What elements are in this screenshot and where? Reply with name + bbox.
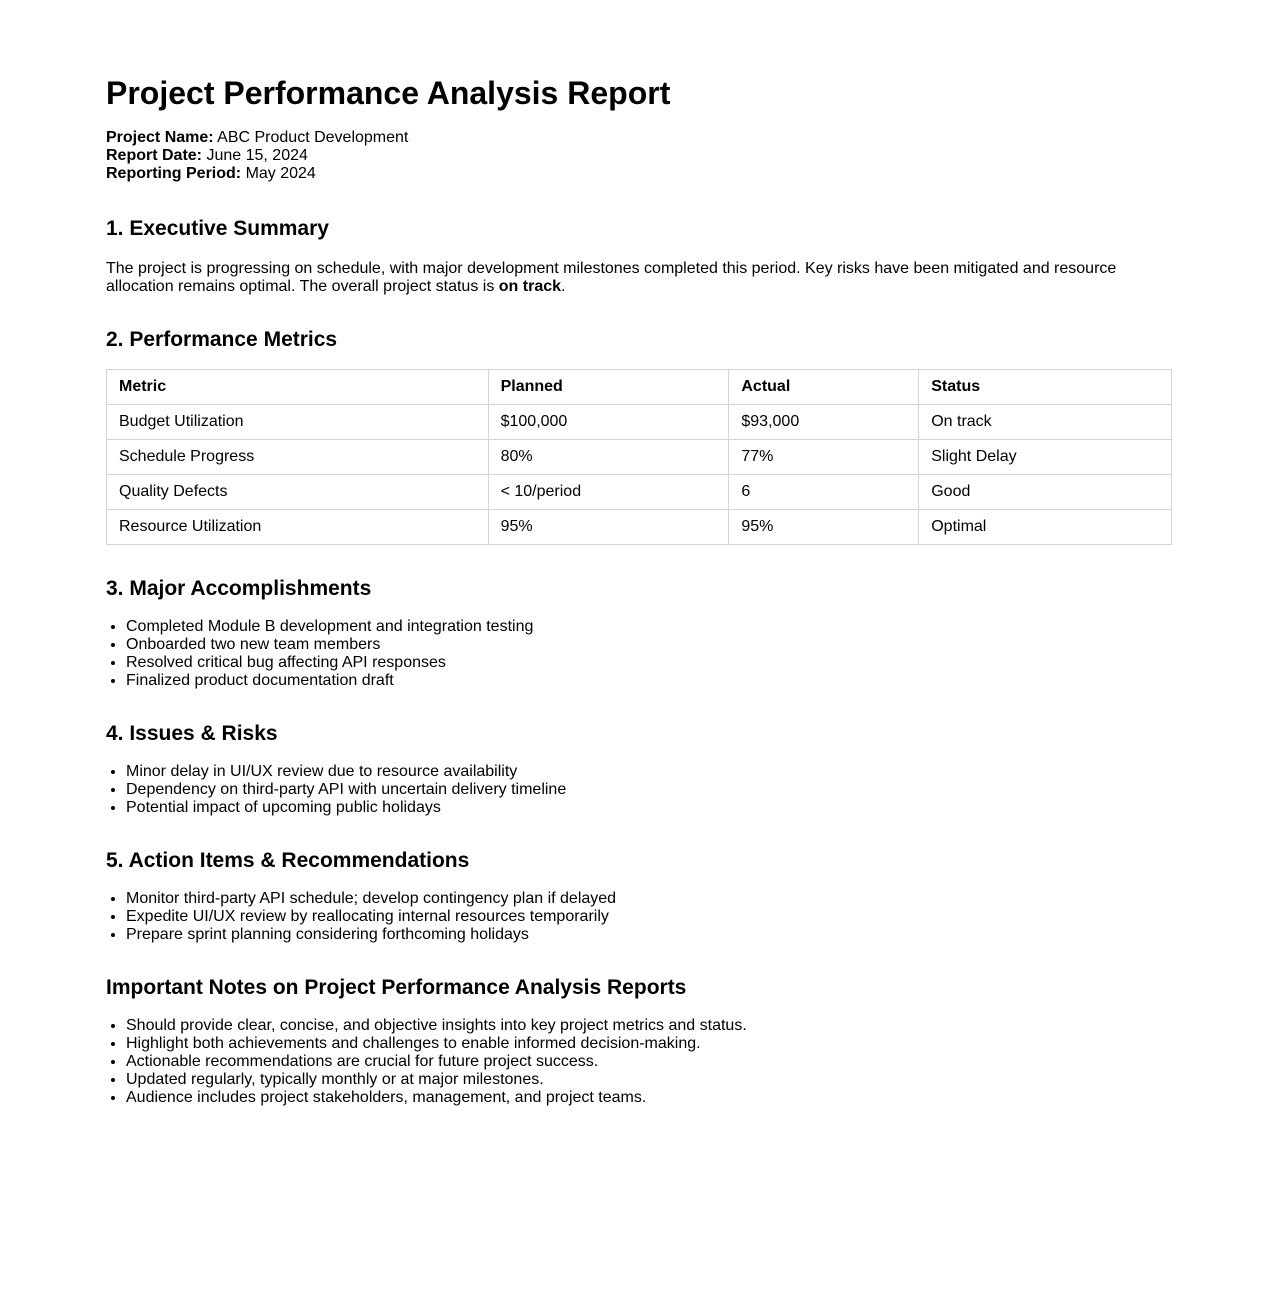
actual-cell: 95% bbox=[729, 510, 919, 545]
important-notes-heading: Important Notes on Project Performance Analysis Reports bbox=[106, 976, 687, 999]
planned-cell: 95% bbox=[488, 510, 729, 545]
list-item: • Should provide clear, concise, and objective insights into key project metrics and status. bbox=[126, 1017, 1172, 1035]
list-item: • Resolved critical bug affecting API responses bbox=[126, 654, 1172, 672]
table-row bbox=[107, 440, 1172, 475]
meta-reporting-period bbox=[106, 165, 1172, 183]
important-notes-list bbox=[106, 1017, 1172, 1107]
list-item: • Audience includes project stakeholders, management, and project teams. bbox=[126, 1089, 1172, 1107]
project-name-value: ABC Product Development bbox=[217, 129, 409, 146]
reporting-period-label: Reporting Period: bbox=[106, 165, 242, 182]
status-cell: On track bbox=[919, 405, 1172, 440]
list-item: • Finalized product documentation draft bbox=[126, 672, 1172, 690]
report-date-label: Report Date: bbox=[106, 147, 203, 164]
list-item: • Potential impact of upcoming public holidays bbox=[126, 799, 1172, 817]
column-header: Metric bbox=[107, 370, 489, 405]
column-header: Actual bbox=[729, 370, 919, 405]
executive-summary-section bbox=[106, 217, 1172, 296]
metric-cell: Quality Defects bbox=[107, 475, 489, 510]
report-date-value: June 15, 2024 bbox=[206, 147, 308, 164]
issues-risks-section bbox=[106, 722, 1172, 817]
column-header: Status bbox=[919, 370, 1172, 405]
summary-text-end: . bbox=[561, 278, 566, 295]
issues-list bbox=[106, 763, 1172, 817]
list-item: • Expedite UI/UX review by reallocating internal resources temporarily bbox=[126, 908, 1172, 926]
list-item: • Actionable recommendations are crucial for future project success. bbox=[126, 1053, 1172, 1071]
list-item: • Completed Module B development and integration testing bbox=[126, 618, 1172, 636]
performance-metrics-heading: 2. Performance Metrics bbox=[106, 328, 338, 351]
executive-summary-text bbox=[106, 260, 1146, 296]
list-item: • Minor delay in UI/UX review due to resource availability bbox=[126, 763, 1172, 781]
planned-cell: 80% bbox=[488, 440, 729, 475]
table-row bbox=[107, 405, 1172, 440]
metrics-header-row bbox=[107, 370, 1172, 405]
accomplishments-heading: 3. Major Accomplishments bbox=[106, 577, 372, 600]
list-item: • Highlight both achievements and challenges to enable informed decision-making. bbox=[126, 1035, 1172, 1053]
metric-cell: Budget Utilization bbox=[107, 405, 489, 440]
table-row bbox=[107, 510, 1172, 545]
action-items-list bbox=[106, 890, 1172, 944]
meta-project-name bbox=[106, 129, 1172, 147]
list-item: • Monitor third-party API schedule; develop contingency plan if delayed bbox=[126, 890, 1172, 908]
page-title: Project Performance Analysis Report bbox=[106, 75, 671, 111]
planned-cell: < 10/period bbox=[488, 475, 729, 510]
table-row bbox=[107, 475, 1172, 510]
metrics-table bbox=[106, 369, 1172, 545]
project-name-label: Project Name: bbox=[106, 129, 214, 146]
report-meta bbox=[106, 129, 1172, 183]
status-cell: Good bbox=[919, 475, 1172, 510]
status-cell: Optimal bbox=[919, 510, 1172, 545]
reporting-period-value: May 2024 bbox=[245, 165, 316, 182]
list-item: • Onboarded two new team members bbox=[126, 636, 1172, 654]
actual-cell: 6 bbox=[729, 475, 919, 510]
list-item: • Dependency on third-party API with uncertain delivery timeline bbox=[126, 781, 1172, 799]
column-header: Planned bbox=[488, 370, 729, 405]
accomplishments-section bbox=[106, 577, 1172, 690]
important-notes-section bbox=[106, 976, 1172, 1107]
list-item: • Updated regularly, typically monthly or at major milestones. bbox=[126, 1071, 1172, 1089]
actual-cell: 77% bbox=[729, 440, 919, 475]
summary-text: The project is progressing on schedule, with major development milestones completed this period. Key risks have been mitigated and resource allocation remains optimal. The overall project status is bbox=[106, 260, 1117, 295]
status-cell: Slight Delay bbox=[919, 440, 1172, 475]
list-item: • Prepare sprint planning considering forthcoming holidays bbox=[126, 926, 1172, 944]
action-items-heading: 5. Action Items & Recommendations bbox=[106, 849, 470, 872]
issues-risks-heading: 4. Issues & Risks bbox=[106, 722, 278, 745]
executive-summary-heading: 1. Executive Summary bbox=[106, 217, 329, 240]
actual-cell: $93,000 bbox=[729, 405, 919, 440]
metric-cell: Schedule Progress bbox=[107, 440, 489, 475]
meta-report-date bbox=[106, 147, 1172, 165]
metric-cell: Resource Utilization bbox=[107, 510, 489, 545]
action-items-section bbox=[106, 849, 1172, 944]
summary-status-bold: on track bbox=[498, 278, 562, 295]
accomplishments-list bbox=[106, 618, 1172, 690]
planned-cell: $100,000 bbox=[488, 405, 729, 440]
performance-metrics-section bbox=[106, 328, 1172, 545]
